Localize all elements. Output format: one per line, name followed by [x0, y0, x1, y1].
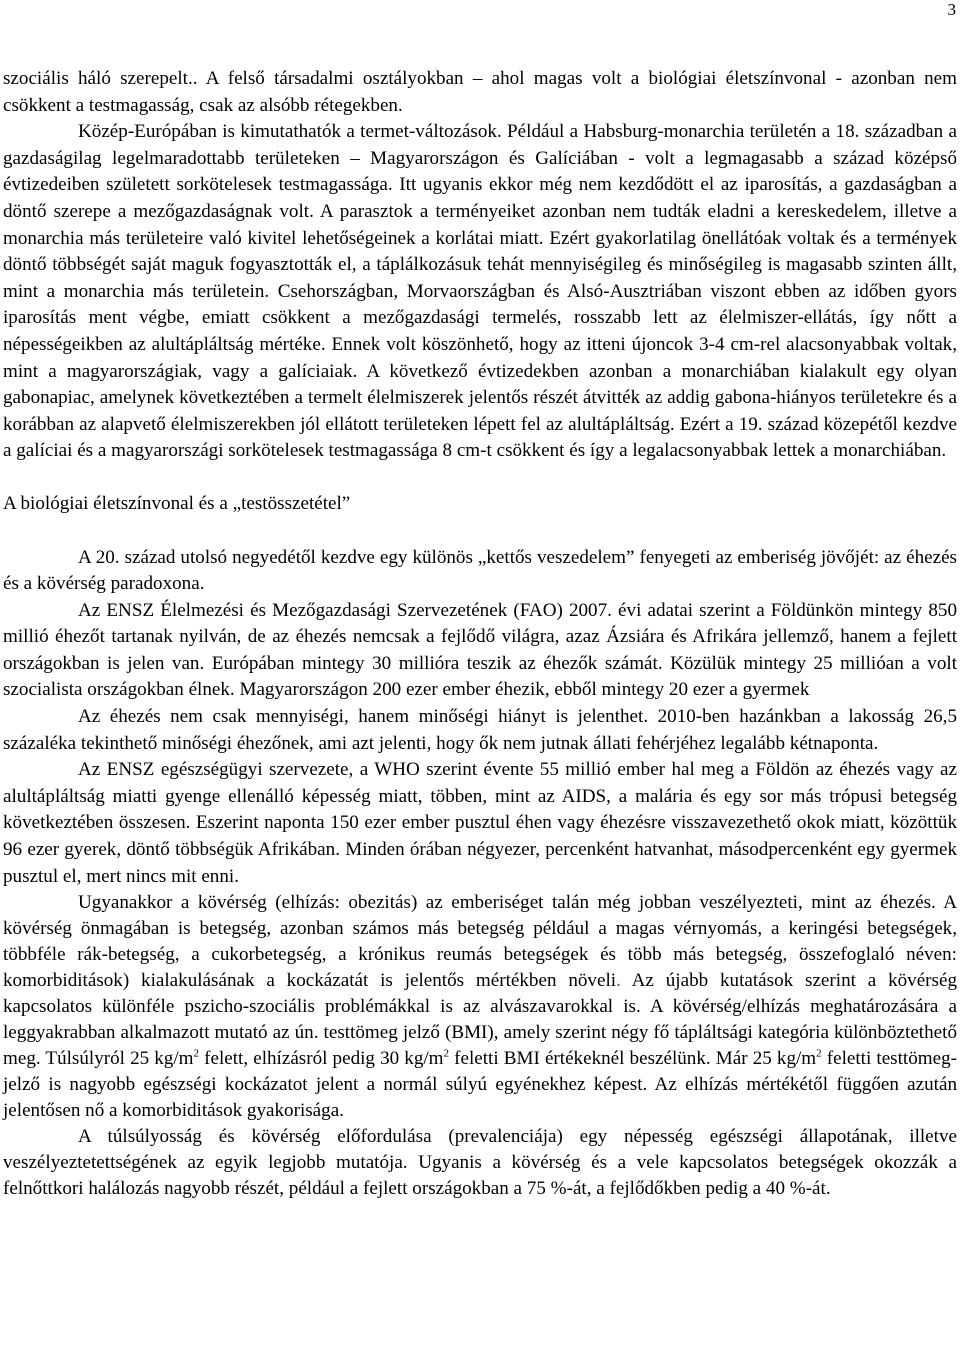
paragraph-7-text-b: Az újabb kutatások szerint a kövérség kapcsolatos különféle pszicho-szociális problémákkal is az alvászavarokkal is. A kövérség/elhízás meghatározására a leggyakrabban alkalmazott mutató az ún. testtömeg jelző (BMI), amely szerint négy fő tápláltsági kategória különböztethető meg. Túlsúlyról 25 kg/m: [3, 970, 957, 1070]
paragraph-1: szociális háló szerepelt.. A felső társadalmi osztályokban – ahol magas volt a biológiai életszínvonal - azonban nem csökkent a testmagasság, csak az alsóbb rétegekben.: [3, 68, 957, 116]
paragraph-5: Az éhezés nem csak mennyiségi, hanem minőségi hiányt is jelenthet. 2010-ben hazánkban a lakosság 26,5 százaléka tekinthető minőségi éhezőnek, ami azt jelenti, hogy ők nem jutnak állati fehérjéhez legalább kétnaponta.: [3, 706, 957, 754]
paragraph-8: A túlsúlyosság és kövérség előfordulása (prevalenciája) egy népesség egészségi állapotának, illetve veszélyeztetettségének az egyik legjobb mutatója. Ugyanis a kövérség és a vele kapcsolatos betegségek okozzák a felnőttkori halálozás nagyobb részét, például a fejlett országokban a 75 %-át, a fejlődőkben pedig a 40 %-át.: [3, 1126, 957, 1200]
paragraph-2: Közép-Európában is kimutathatók a termet-változások. Például a Habsburg-monarchia területén a 18. században a gazdaságilag legelmaradottabb területeken – Magyarországon és Galíciában - volt a legmagasabb a század középső évtizedeiben született sorkötelesek testmagassága. Itt ugyanis ekkor még nem kezdődött el az iparosítás, a gazdaságban a döntő szerepe a mezőgazdaságnak volt. A parasztok a terményeiket azonban nem tudták eladni a kereskedelem, illetve a monarchia más területeire való kivitel lehetőségeinek a korlátai miatt. Ezért gyakorlatilag önellátóak voltak és a termények döntő többségét saját maguk fogyasztották el, a táplálkozásuk tehát mennyiségileg és minőségileg is magasabb szinten állt, mint a monarchia más területein. Csehországban, Morvaországban és Alsó-Ausztriában viszont ebben az időben gyors iparosítás ment végbe, emiatt csökkent a mezőgazdasági termelés, rosszabb lett az élelmiszer-ellátás, így nőtt a népességeikben az alultápláltság mértéke. Ennek volt köszönhető, hogy az itteni újoncok 3-4 cm-rel alacsonyabbak voltak, mint a magyarországiak, vagy a galíciaiak. A következő évtizedekben azonban a monarchiában kialakult egy olyan gabonapiac, amelynek következtében a termelt élelmiszerek jelentős részét átvitték az addig gabona-hiányos területekre és a korábban az alapvető élelmiszerekben jól ellátott területeken lépett fel az alultápláltság. Ezért a 19. század közepétől kezdve a galíciai és a magyarországi sorkötelesek testmagassága 8 cm-t csökkent és így a legalacsonyabbak lettek a monarchiában.: [3, 121, 957, 462]
section-heading: A biológiai életszínvonal és a „testösszetétel”: [3, 492, 351, 514]
paragraph-6: Az ENSZ egészségügyi szervezete, a WHO szerint évente 55 millió ember hal meg a Földön az éhezés vagy az alultápláltság miatti gyenge ellenálló képesség miatt, többen, mint az AIDS, a malária és egy sor más trópusi betegség következtében összesen. Eszerint naponta 150 ezer ember pusztul éhen vagy éhezésre visszavezethető okok miatt, közöttük 96 ezer gyerek, döntő többségük Afrikában. Minden órában négyezer, percenként hatvanhat, másodpercenként egy gyermek pusztul el, mert nincs mit enni.: [3, 759, 957, 887]
superscript-2: 2: [816, 1047, 822, 1060]
superscript-2: 2: [193, 1047, 200, 1060]
document-body: [3, 66, 957, 1202]
paragraph-7-text-c: felett, elhízásról pedig 30 kg/m: [199, 1048, 444, 1070]
paragraph-3: A 20. század utolsó negyedétől kezdve egy különös „kettős veszedelem” fenyegeti az emberiség jövőjét: az éhezés és a kövérség paradoxona.: [3, 546, 957, 595]
paragraph-7-text-d: feletti BMI értékeknél beszélünk. Már 25 kg/m: [449, 1048, 817, 1070]
paragraph-7-text-a: Ugyanakkor a kövérség (elhízás: obezitás) az emberiséget talán még jobban veszélyezteti, mint az éhezés. A kövérség önmagában is betegség, azonban számos más betegség például a magas vérnyomás, a keringési betegségek, többféle rák-betegség, a cukorbetegség, a krónikus reumás betegségek és több más betegség, összefoglaló néven: komorbiditások) kialakulásának a kockázatát is jelentős mértékben növeli: [3, 892, 957, 992]
paragraph-7-red-period: .: [616, 970, 621, 992]
paragraph-7: [3, 890, 957, 1124]
superscript-2: 2: [443, 1047, 450, 1060]
page-number: 3: [947, 0, 956, 19]
paragraph-4: Az ENSZ Élelmezési és Mezőgazdasági Szervezetének (FAO) 2007. évi adatai szerint a Földünkön mintegy 850 millió éhezőt tartanak nyilván, de az éhezés nemcsak a fejlődő világra, azaz Ázsiára és Afrikára jellemző, hanem a fejlett országokban is jelen van. Európában mintegy 30 millióra teszik az éhezők számát. Közülük mintegy 25 millióan a volt szocialista országokban élnek. Magyarországon 200 ezer ember éhezik, ebből mintegy 20 ezer a gyermek: [3, 599, 957, 701]
paragraph-7-text-e: feletti testtömeg-jelző is nagyobb egészségi kockázatot jelent a normál súlyú egyénekhez képest. Az elhízás mértékétől függően azután jelentősen nő a komorbiditások gyakorisága.: [3, 1048, 957, 1122]
